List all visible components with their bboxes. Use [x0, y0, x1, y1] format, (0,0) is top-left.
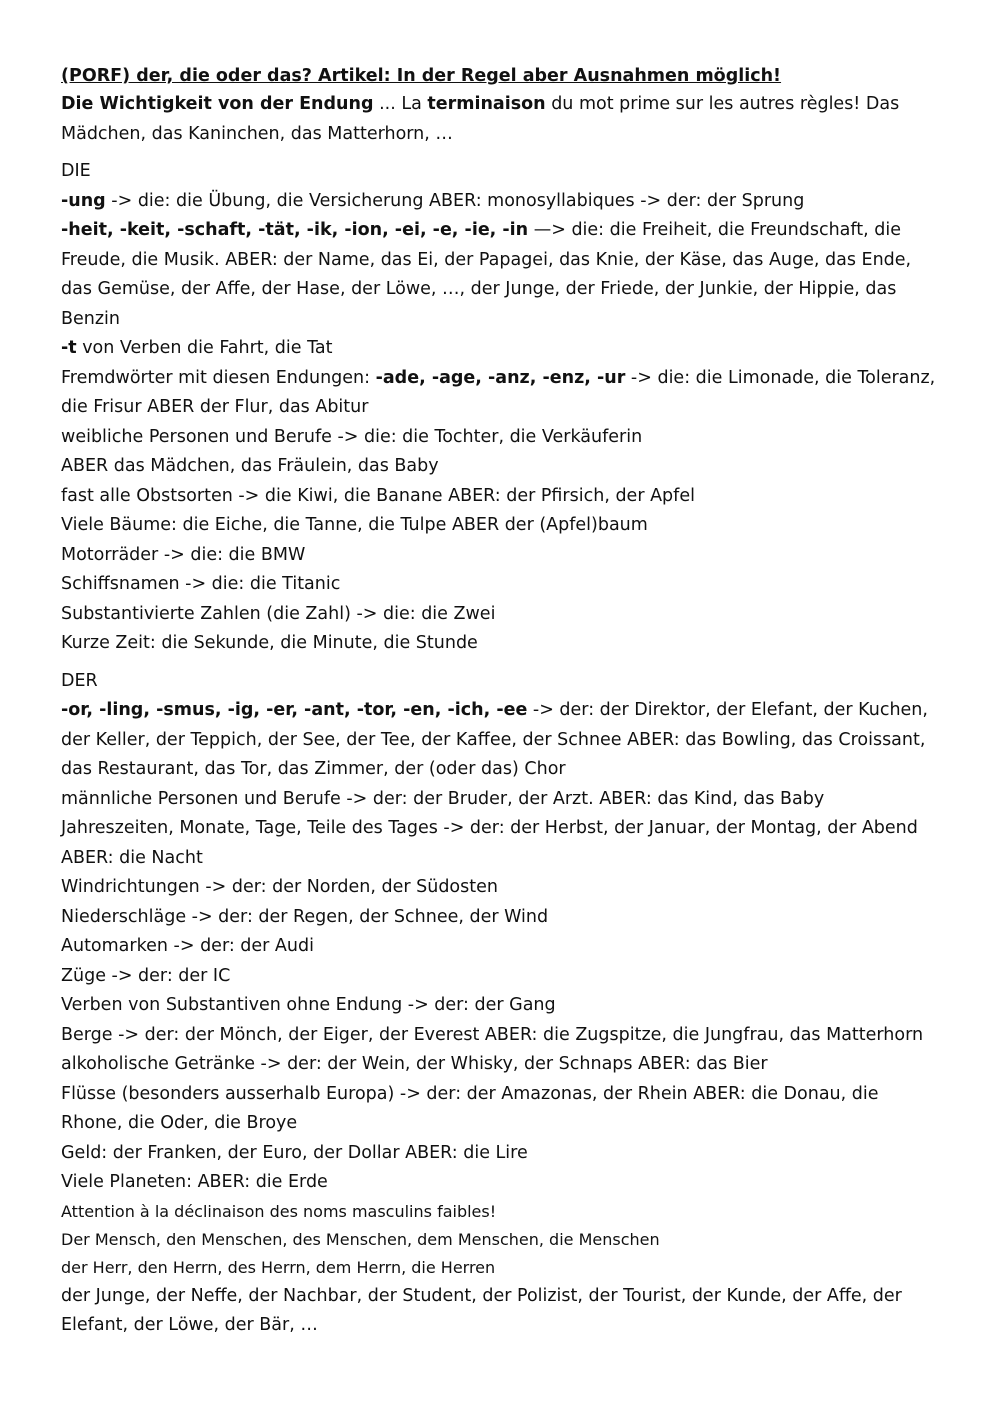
- die-ung-rule: [61, 187, 941, 217]
- der-rule-line: Züge -> der: der IC: [61, 965, 231, 986]
- die-rule-line: weibliche Personen und Berufe -> die: die Tochter, die Verkäuferin: [61, 426, 643, 447]
- der-rule-line: männliche Personen und Berufe -> der: der Bruder, der Arzt. ABER: das Kind, das Baby: [61, 788, 825, 809]
- der-rule-line: Flüsse (besonders ausserhalb Europa) -> der: der Amazonas, der Rhein ABER: die Donau, die Rhone, die Oder, die Broye: [61, 1083, 879, 1133]
- die-heading: DIE: [61, 161, 91, 181]
- die-rule-line: Kurze Zeit: die Sekunde, die Minute, die Stunde: [61, 633, 478, 653]
- footer-line: Attention à la déclinaison des noms masculins faibles!: [61, 1201, 497, 1221]
- die-rule-line: ABER das Mädchen, das Fräulein, das Baby: [61, 456, 439, 476]
- der-rule-line: Niederschläge -> der: der Regen, der Schnee, der Wind: [61, 906, 549, 927]
- der-rule-line: Jahreszeiten, Monate, Tage, Teile des Tages -> der: der Herbst, der Januar, der Montag, der Abend ABER: die Nacht: [61, 818, 918, 868]
- der-suffixes: -or, -ling, -smus, -ig, -er, -ant, -tor, -en, -ich, -ee: [61, 700, 528, 720]
- die-rule-line: Substantivierte Zahlen (die Zahl) -> die: die Zwei: [61, 603, 496, 624]
- intro-paragraph: [61, 90, 941, 149]
- die-heit-text: —> die: die Freiheit, die Freundschaft, die Freude, die Musik. ABER: der Name, das Ei, der Papagei, das Knie, der Käse, das Auge, das Ende, das Gemüse, der Affe, der Hase, der Löwe, …, der Junge, der Friede, der Junkie, der Hippie, das Benzin: [61, 220, 912, 329]
- der-rule-line: Viele Planeten: ABER: die Erde: [61, 1172, 328, 1192]
- page-title: (PORF) der, die oder das? Artikel: In der Regel aber Ausnahmen möglich!: [61, 66, 782, 86]
- die-rule-line: Viele Bäume: die Eiche, die Tanne, die Tulpe ABER der (Apfel)baum: [61, 515, 648, 535]
- die-fremd-lead: Fremdwörter mit diesen Endungen:: [61, 367, 376, 388]
- die-heit-suffixes: -heit, -keit, -schaft, -tät, -ik, -ion, -ei, -e, -ie, -in: [61, 220, 529, 240]
- die-ung-suffix: -ung: [61, 190, 106, 211]
- intro-text-2: du mot prime sur les autres règles! Das Mädchen, das Kaninchen, das Matterhorn, …: [61, 94, 900, 144]
- die-ung-text: -> die: die Übung, die Versicherung ABER: monosyllabiques -> der: der Sprung: [105, 190, 805, 211]
- die-rule-line: fast alle Obstsorten -> die Kiwi, die Banane ABER: der Pfirsich, der Apfel: [61, 485, 695, 506]
- die-t-text: von Verben die Fahrt, die Tat: [76, 338, 333, 358]
- der-rule-line: Verben von Substantiven ohne Endung -> der: der Gang: [61, 995, 556, 1015]
- intro-text-1: ... La: [373, 94, 428, 114]
- die-rule-line: Schiffsnamen -> die: die Titanic: [61, 574, 341, 594]
- die-t-suffix: -t: [61, 338, 77, 358]
- der-suffix-rule: [61, 696, 941, 785]
- der-rule-line: Geld: der Franken, der Euro, der Dollar ABER: die Lire: [61, 1142, 528, 1163]
- der-rule-line: Automarken -> der: der Audi: [61, 936, 314, 956]
- die-fremd-rule: [61, 364, 941, 423]
- die-rule-line: Motorräder -> die: die BMW: [61, 544, 306, 565]
- document-page: [61, 64, 941, 1341]
- die-t-rule: [61, 334, 941, 364]
- die-fremd-suffixes: -ade, -age, -anz, -enz, -ur: [375, 367, 626, 388]
- intro-bold-lead: Die Wichtigkeit von der Endung: [61, 94, 374, 114]
- footer-line: der Herr, den Herrn, des Herrn, dem Herrn, die Herren: [61, 1257, 496, 1277]
- der-rule-line: Berge -> der: der Mönch, der Eiger, der Everest ABER: die Zugspitze, die Jungfrau, das Matterhorn: [61, 1024, 924, 1045]
- intro-bold-word: terminaison: [427, 94, 546, 114]
- der-rule-line: alkoholische Getränke -> der: der Wein, der Whisky, der Schnaps ABER: das Bier: [61, 1054, 768, 1074]
- der-heading: DER: [61, 670, 98, 691]
- der-rule-line: Windrichtungen -> der: der Norden, der Südosten: [61, 877, 498, 897]
- footer-last-line: der Junge, der Neffe, der Nachbar, der Student, der Polizist, der Tourist, der Kunde, der Affe, der Elefant, der Löwe, der Bär, …: [61, 1285, 902, 1335]
- die-heit-rule: [61, 216, 941, 334]
- footer-line: Der Mensch, den Menschen, des Menschen, dem Menschen, die Menschen: [61, 1229, 660, 1249]
- die-fremd-text: -> die: die Limonade, die Toleranz, die Frisur ABER der Flur, das Abitur: [61, 367, 936, 417]
- der-suffix-text: -> der: der Direktor, der Elefant, der Kuchen, der Keller, der Teppich, der See, der Tee, der Kaffee, der Schnee ABER: das Bowling, das Croissant, das Restaurant, das Tor, das Zimmer, der (oder das) Chor: [61, 700, 928, 779]
